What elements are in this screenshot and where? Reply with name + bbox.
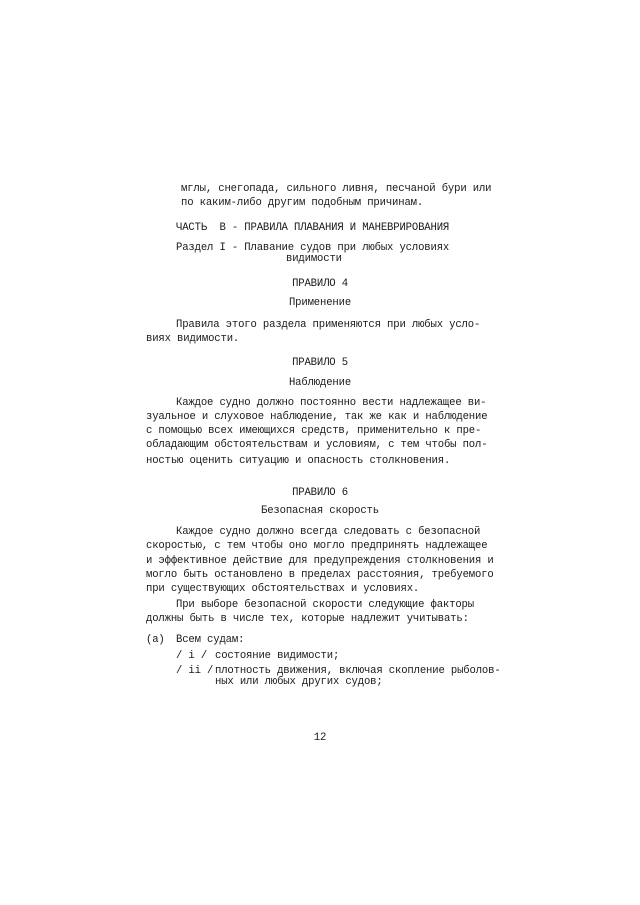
section-heading-line-2: видимости (286, 253, 342, 265)
part-heading: ЧАСТЬ В - ПРАВИЛА ПЛАВАНИЯ И МАНЕВРИРОВАНИЯ (176, 222, 450, 234)
rule-5-text-line-5: ностью оценить ситуацию и опасность столкновения. (146, 455, 451, 467)
rule-6-text-line-4: могло быть остановлено в пределах расстояния, требуемого (146, 569, 494, 581)
rule-6-text-line-1: Каждое судно должно всегда следовать с безопасной (176, 526, 481, 538)
item-a-text: Всем судам: (176, 634, 245, 646)
rule-4-text-line-1: Правила этого раздела применяются при любых усло- (176, 319, 481, 331)
rule-6-text2-line-1: При выборе безопасной скорости следующие факторы (176, 599, 474, 611)
sub-ii-text-line-2: ных или любых других судов; (215, 676, 383, 688)
rule-6-text-line-2: скоростью, с тем чтобы оно могло предпринять надлежащее (146, 540, 488, 552)
section-heading-line-1: Раздел I - Плавание судов при любых условиях (176, 242, 450, 254)
rule-6-text2-line-2: должны быть в числе тех, которые надлежит учитывать: (146, 613, 469, 625)
sub-ii-text-line-1: плотность движения, включая скопление рыболов- (215, 665, 501, 677)
sub-i-label: / i / (176, 650, 208, 662)
rule-5-number: ПРАВИЛО 5 (292, 357, 348, 369)
rule-5-text-line-1: Каждое судно должно постоянно вести надлежащее ви- (176, 397, 487, 409)
rule-4-text-line-2: виях видимости. (146, 333, 240, 345)
rule-4-title: Применение (288, 297, 352, 309)
rule-5-text-line-3: с помощью всех имеющихся средств, применительно к пре- (146, 425, 482, 437)
rule-6-title: Безопасная скорость (261, 505, 379, 517)
continuation-line-1: мглы, снегопада, сильного ливня, песчаной бури или (181, 183, 492, 195)
rule-5-title: Наблюдение (288, 377, 352, 389)
continuation-line-2: по каким-либо другим подобным причинам. (181, 197, 424, 209)
rule-4-number: ПРАВИЛО 4 (292, 278, 348, 290)
item-a-label: (a) (146, 634, 165, 646)
rule-6-text-line-5: при существующих обстоятельствах и условиях. (146, 583, 420, 595)
rule-5-text-line-4: обладающим обстоятельствам и условиям, с тем чтобы пол- (146, 439, 488, 451)
sub-ii-label: / ii / (176, 665, 214, 677)
rule-6-text-line-3: и эффективное действие для предупреждения столкновения и (146, 555, 494, 567)
rule-6-number: ПРАВИЛО 6 (292, 487, 348, 499)
rule-5-text-line-2: зуальное и слуховое наблюдение, так же как и наблюдение (146, 411, 488, 423)
sub-i-text: состояние видимости; (215, 650, 340, 662)
page-number: 12 (313, 732, 327, 744)
